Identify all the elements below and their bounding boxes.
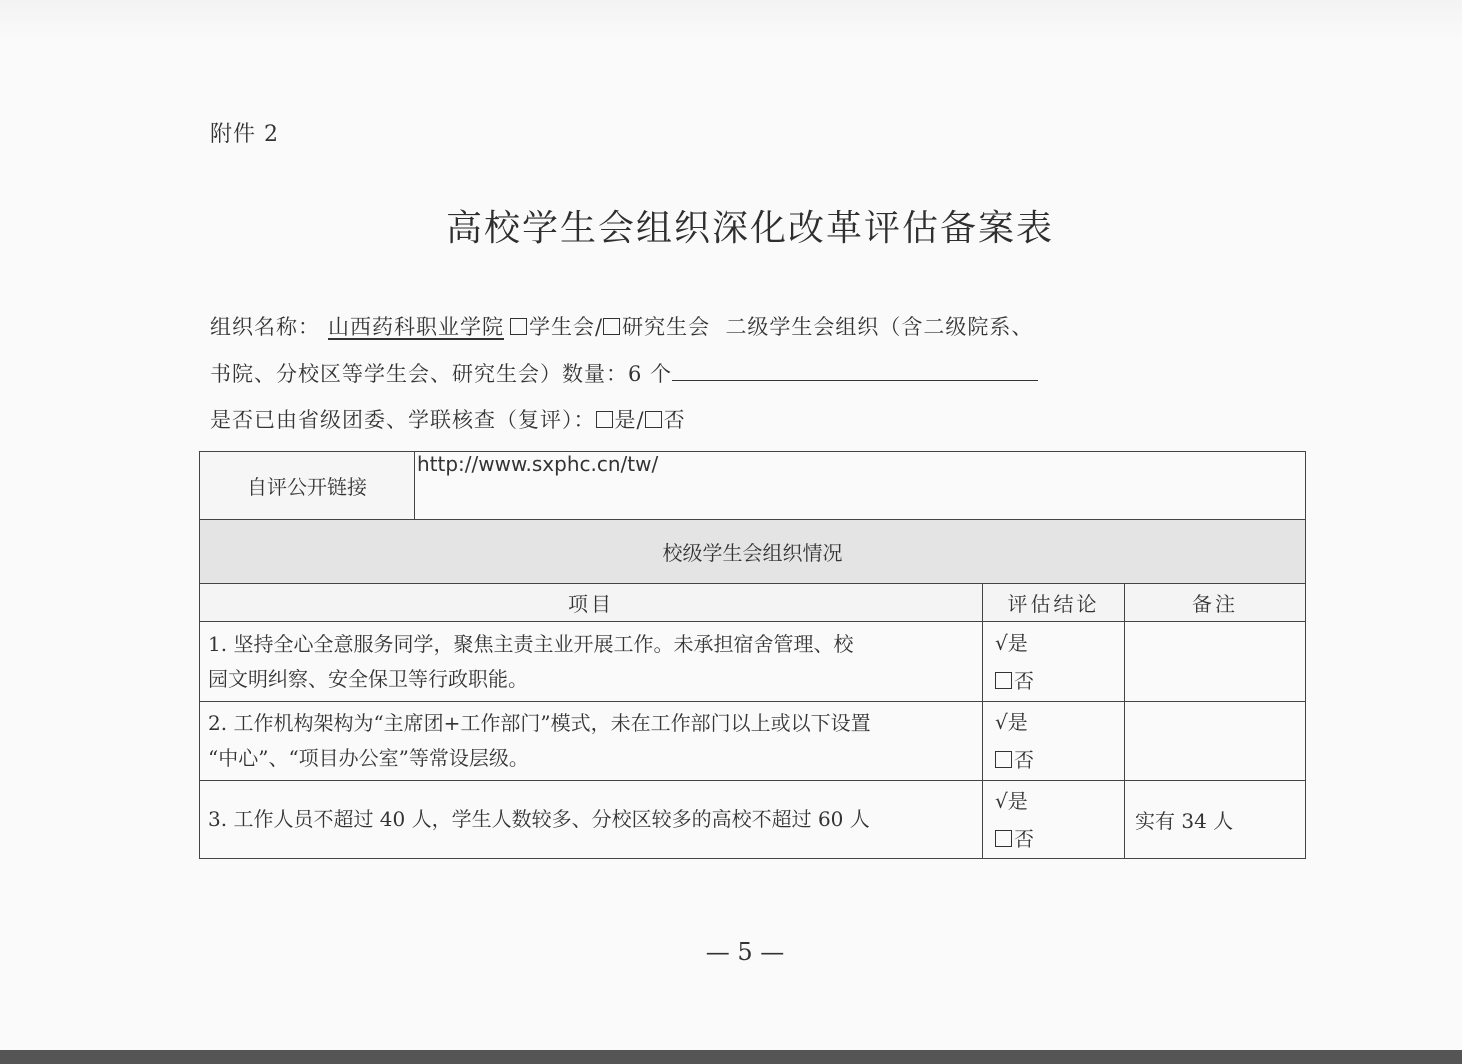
col-note-header: 备注 xyxy=(1125,584,1306,622)
option-student-union: 学生会/ xyxy=(529,315,604,339)
result-cell xyxy=(983,781,1125,859)
result-no: 否 xyxy=(1014,668,1034,693)
checkbox-student-union[interactable] xyxy=(510,318,527,335)
review-line xyxy=(210,404,686,434)
review-yes: 是/ xyxy=(614,408,645,432)
link-row xyxy=(200,452,1306,520)
table-row xyxy=(200,622,1306,702)
result-no: 否 xyxy=(1014,748,1034,772)
attachment-label: 附件 2 xyxy=(210,122,279,147)
item-text-line: 3. 工作人员不超过 40 人，学生人数较多、分校区较多的高校不超过 60 人 xyxy=(208,807,870,831)
checkbox-no[interactable] xyxy=(995,672,1012,689)
page-shadow xyxy=(0,0,1462,40)
secondary-text-2: 书院、分校区等学生会、研究生会）数量： xyxy=(210,362,628,386)
item-text-line: 园文明纠察、安全保卫等行政职能。 xyxy=(208,666,528,691)
count-line xyxy=(210,358,1038,388)
org-name: 山西药科职业学院 xyxy=(328,315,504,339)
org-line xyxy=(210,311,1033,341)
checkbox-no[interactable] xyxy=(995,751,1012,768)
result-cell xyxy=(983,622,1125,702)
result-cell xyxy=(983,702,1125,781)
link-value[interactable]: http://www.sxphc.cn/tw/ xyxy=(415,452,1306,520)
checkbox-review-yes[interactable] xyxy=(596,411,613,428)
section-row xyxy=(200,520,1306,584)
page-title: 高校学生会组织深化改革评估备案表 xyxy=(445,208,1054,249)
org-label: 组织名称： xyxy=(210,315,320,339)
table-row xyxy=(200,781,1306,859)
item-text-line: 1. 坚持全心全意服务同学，聚焦主责主业开展工作。未承担宿舍管理、校 xyxy=(208,631,854,656)
note-cell xyxy=(1125,702,1306,781)
col-result-header: 评估结论 xyxy=(983,584,1125,622)
result-no: 否 xyxy=(1014,826,1034,851)
item-cell xyxy=(200,781,983,859)
result-yes[interactable]: √是 xyxy=(995,710,1028,734)
page-number: — 5 — xyxy=(705,938,785,966)
evaluation-table xyxy=(199,451,1306,859)
scanner-edge xyxy=(0,1050,1462,1064)
secondary-count: 6 个 xyxy=(628,362,673,386)
result-no-option[interactable] xyxy=(995,820,1124,858)
result-yes[interactable]: √是 xyxy=(995,788,1028,813)
secondary-text-1: 二级学生会组织（含二级院系、 xyxy=(725,315,1034,339)
table-row xyxy=(200,702,1306,781)
link-label: 自评公开链接 xyxy=(200,452,415,520)
option-grad-union: 研究生会 xyxy=(622,315,711,339)
review-no: 否 xyxy=(663,408,686,432)
header-row xyxy=(200,584,1306,622)
review-question: 是否已由省级团委、学联核查（复评）： xyxy=(210,408,596,432)
note-cell xyxy=(1125,622,1306,702)
result-no-option[interactable] xyxy=(995,662,1124,700)
checkbox-no[interactable] xyxy=(995,830,1012,847)
note-cell: 实有 34 人 xyxy=(1125,781,1306,859)
blank-line xyxy=(672,362,1038,381)
item-cell xyxy=(200,702,983,781)
checkbox-review-no[interactable] xyxy=(645,411,662,428)
item-text-line: “中心”、“项目办公室”等常设层级。 xyxy=(208,746,529,770)
checkbox-grad-union[interactable] xyxy=(603,318,620,335)
result-yes[interactable]: √是 xyxy=(995,630,1028,655)
result-no-option[interactable] xyxy=(995,741,1124,779)
item-text-line: 2. 工作机构架构为“主席团+工作部门”模式，未在工作部门以上或以下设置 xyxy=(208,711,871,735)
item-cell xyxy=(200,622,983,702)
col-item-header: 项目 xyxy=(200,584,983,622)
section-title: 校级学生会组织情况 xyxy=(200,520,1306,584)
